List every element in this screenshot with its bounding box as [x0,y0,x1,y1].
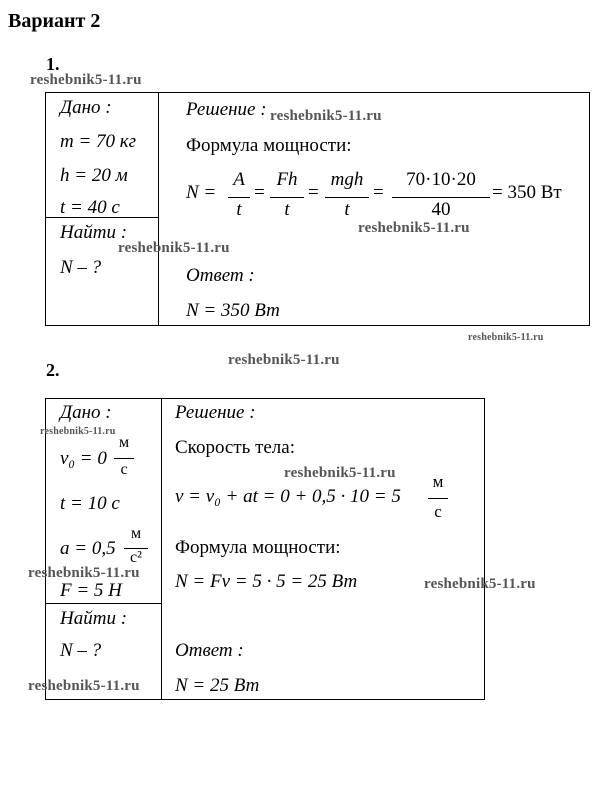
problem-2-a-unit: м с² [124,525,148,575]
problem-2-solution-label: Решение : [175,402,256,423]
problem-2-find-label: Найти : [60,608,128,629]
problem-1-formula-result: = 350 Вт [492,182,562,203]
problem-1-given-time: t = 40 с [60,197,120,218]
problem-2-v0-unit: м с [114,434,134,486]
problem-1-given-height: h = 20 м [60,165,128,186]
problem-1-solution-label: Решение : [186,99,267,120]
problem-2-power-formula: N = Fv = 5 · 5 = 25 Вт [175,571,358,592]
watermark: reshebnik5-11.ru [468,332,544,343]
watermark: reshebnik5-11.ru [284,465,396,481]
problem-1-answer-label: Ответ : [186,265,255,286]
watermark: reshebnik5-11.ru [358,220,470,236]
problem-2-answer-label: Ответ : [175,640,244,661]
denominator: t [284,199,290,220]
denominator: t [344,199,350,220]
problem-1-fraction-fh-t [270,169,304,225]
problem-2-given-divider [45,603,162,604]
problem-1-formula-title: Формула мощности: [186,135,352,156]
problem-2-given-label: Дано : [60,402,112,423]
problem-1-find-label: Найти : [60,222,128,243]
watermark: reshebnik5-11.ru [28,678,140,694]
problem-2-number: 2. [46,360,60,380]
problem-2-divider [161,398,162,700]
problem-1-fraction-mgh-t [325,169,369,225]
problem-2-speed-formula: v = v₀ + at = 0 + 0,5 · 10 = 5 [175,486,401,507]
watermark: reshebnik5-11.ru [228,352,340,368]
problem-1-table [45,92,590,326]
watermark: reshebnik5-11.ru [118,240,230,256]
problem-2-given-force: F = 5 Н [60,580,122,601]
problem-1-fraction-a-t [228,169,250,225]
problem-1-fraction-numeric [392,169,490,225]
numerator: Fh [276,169,298,190]
watermark: reshebnik5-11.ru [270,108,382,124]
problem-2-given-acceleration: a = 0,5 [60,538,116,559]
problem-2-answer: N = 25 Вт [175,675,260,696]
watermark: reshebnik5-11.ru [28,565,140,581]
denominator: 40 [431,199,451,220]
problem-1-given-mass: m = 70 кг [60,131,137,152]
problem-1-formula-lhs: N = [186,182,217,203]
problem-1-number: 1. [46,54,60,74]
watermark: reshebnik5-11.ru [30,72,142,88]
denominator: t [236,199,242,220]
problem-1-answer: N = 350 Вт [186,300,280,321]
page-title: Вариант 2 [8,10,101,32]
problem-2-speed-unit: м с [428,472,448,526]
numerator: mgh [330,169,364,190]
numerator: 70·10·20 [406,169,476,190]
problem-2-given-time: t = 10 с [60,493,120,514]
problem-2-speed-title: Скорость тела: [175,437,295,458]
numerator: A [233,169,245,190]
problem-2-find-value: N – ? [60,640,102,661]
problem-2-formula-title: Формула мощности: [175,537,341,558]
problem-1-find-value: N – ? [60,257,102,278]
watermark: reshebnik5-11.ru [424,576,536,592]
problem-1-divider [158,92,159,326]
watermark: reshebnik5-11.ru [40,426,116,437]
problem-2-given-v0: v₀ = 0 [60,448,107,469]
problem-1-given-label: Дано : [60,97,112,118]
